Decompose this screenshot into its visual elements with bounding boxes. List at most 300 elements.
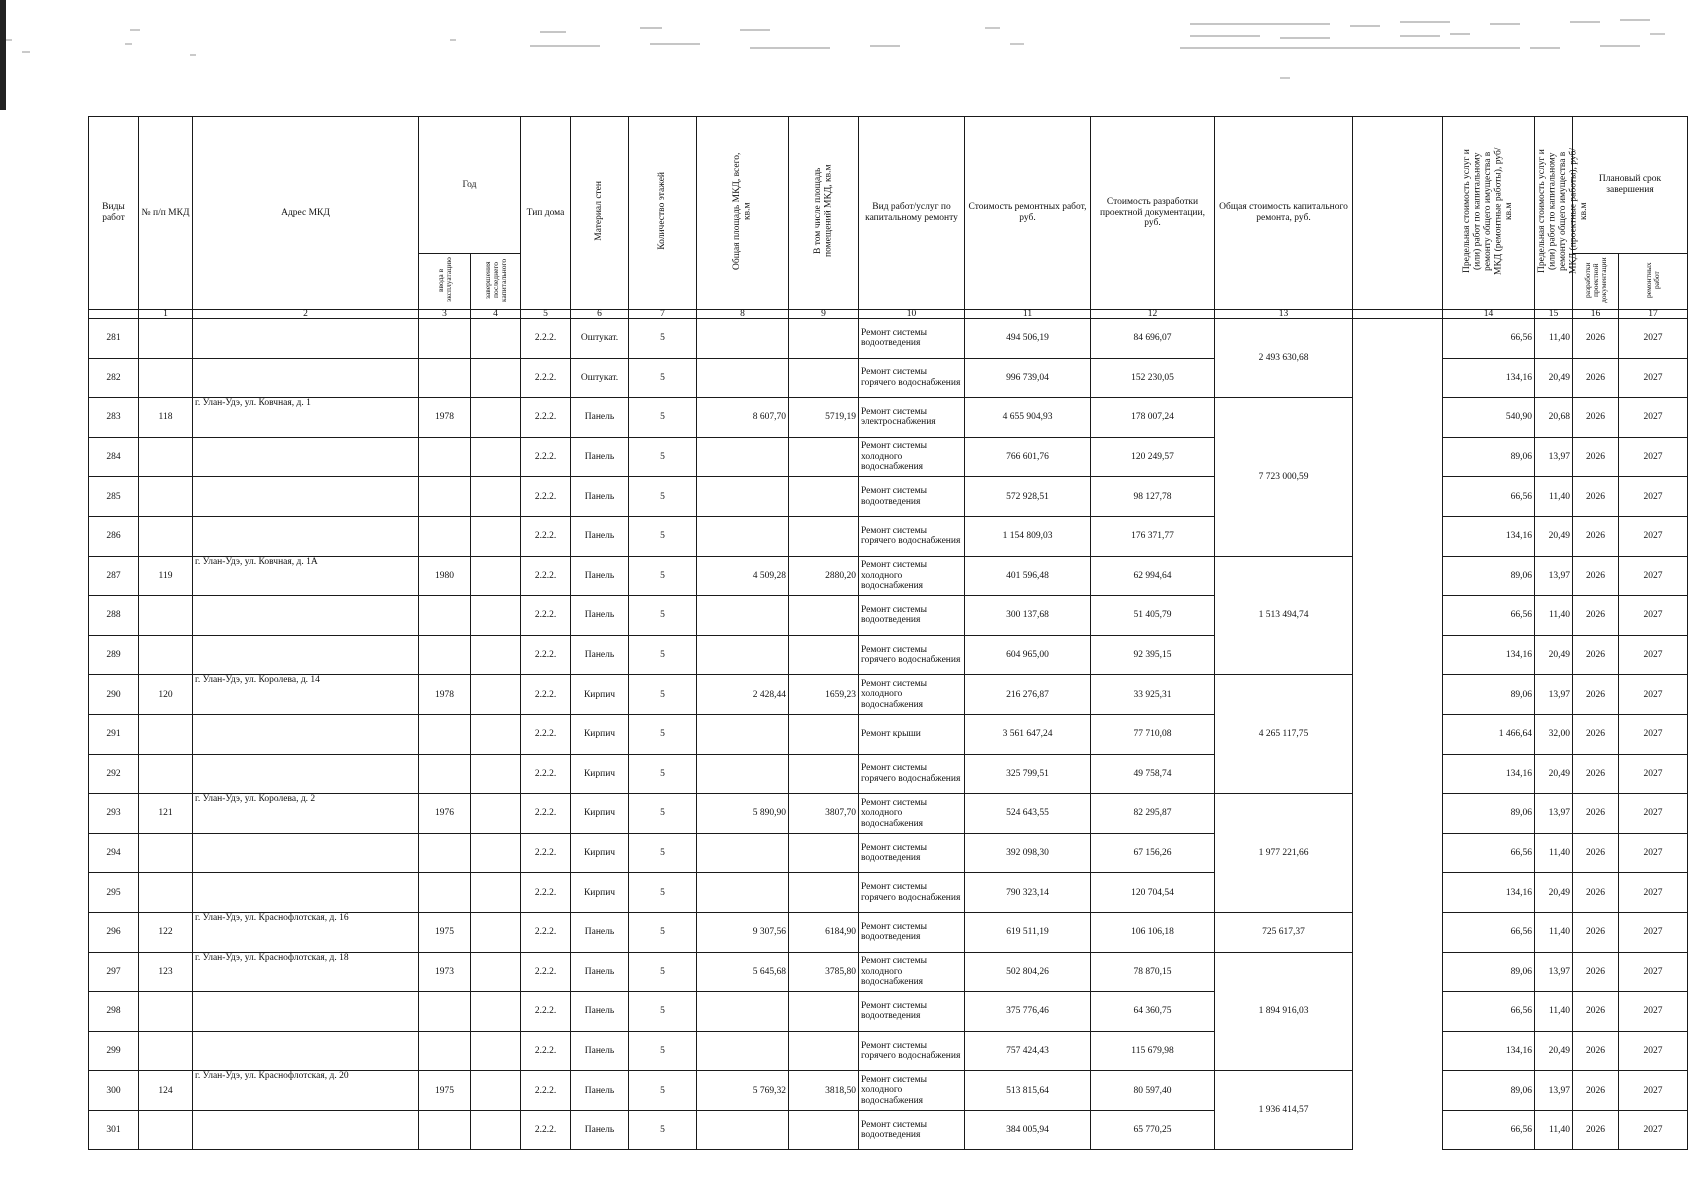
- house-type-cell: 2.2.2.: [521, 635, 571, 675]
- col-header-mkd-number: № п/п МКД: [139, 117, 193, 310]
- table-row: [89, 1110, 1688, 1150]
- mkd-number-cell: 118: [139, 398, 193, 438]
- date-project-cell: 2026: [1573, 833, 1619, 873]
- row-number-cell: 288: [89, 596, 139, 636]
- date-project-cell: 2026: [1573, 1031, 1619, 1071]
- date-repair-cell: 2027: [1619, 833, 1688, 873]
- address-cell: [193, 635, 419, 675]
- premises-area-cell: [789, 596, 859, 636]
- date-repair-cell: 2027: [1619, 912, 1688, 952]
- column-number-cell: 7: [629, 310, 697, 319]
- limit-project-cell: 20,49: [1535, 1031, 1573, 1071]
- limit-project-cell: 13,97: [1535, 794, 1573, 834]
- house-type-cell: 2.2.2.: [521, 714, 571, 754]
- col-header-floors: Количество этажей: [629, 117, 697, 310]
- year-commissioning-cell: 1975: [419, 1071, 471, 1111]
- year-last-repair-cell: [471, 754, 521, 794]
- mkd-number-cell: [139, 635, 193, 675]
- address-cell: [193, 477, 419, 517]
- house-type-cell: 2.2.2.: [521, 675, 571, 715]
- mkd-number-cell: 120: [139, 675, 193, 715]
- column-number-cell: 3: [419, 310, 471, 319]
- col-header-address: Адрес МКД: [193, 117, 419, 310]
- project-cost-cell: 106 106,18: [1091, 912, 1215, 952]
- col-header-year-commissioning: ввода в эксплуатацию: [419, 254, 471, 310]
- year-commissioning-cell: [419, 714, 471, 754]
- repair-cost-cell: 325 799,51: [965, 754, 1091, 794]
- date-project-cell: 2026: [1573, 319, 1619, 359]
- mkd-number-cell: [139, 516, 193, 556]
- mkd-number-cell: 123: [139, 952, 193, 992]
- wall-material-cell: Панель: [571, 437, 629, 477]
- total-area-cell: [697, 516, 789, 556]
- column-number-cell: 5: [521, 310, 571, 319]
- column-number-row: [89, 310, 1688, 319]
- column-number-cell: 16: [1573, 310, 1619, 319]
- premises-area-cell: 6184,90: [789, 912, 859, 952]
- work-kind-cell: Ремонт системы горячего водоснабжения: [859, 873, 965, 913]
- row-number-cell: 297: [89, 952, 139, 992]
- work-kind-cell: Ремонт системы водоотведения: [859, 596, 965, 636]
- total-area-cell: [697, 635, 789, 675]
- year-last-repair-cell: [471, 873, 521, 913]
- address-cell: [193, 1031, 419, 1071]
- table-row: [89, 556, 1688, 596]
- work-kind-cell: Ремонт системы холодного водоснабжения: [859, 437, 965, 477]
- total-area-cell: [697, 437, 789, 477]
- column-number-cell: 8: [697, 310, 789, 319]
- floors-cell: 5: [629, 319, 697, 359]
- repair-cost-cell: 392 098,30: [965, 833, 1091, 873]
- floors-cell: 5: [629, 992, 697, 1032]
- project-cost-cell: 115 679,98: [1091, 1031, 1215, 1071]
- date-project-cell: 2026: [1573, 912, 1619, 952]
- date-project-cell: 2026: [1573, 358, 1619, 398]
- year-commissioning-cell: [419, 477, 471, 517]
- limit-repair-cell: 89,06: [1443, 952, 1535, 992]
- house-type-cell: 2.2.2.: [521, 437, 571, 477]
- date-repair-cell: 2027: [1619, 477, 1688, 517]
- wall-material-cell: Панель: [571, 992, 629, 1032]
- wall-material-cell: Панель: [571, 635, 629, 675]
- total-cost-cell: 4 265 117,75: [1215, 675, 1353, 794]
- wall-material-cell: Оштукат.: [571, 319, 629, 359]
- col-header-total-cost: Общая стоимость капитального ремонта, руб.: [1215, 117, 1353, 310]
- project-cost-cell: 176 371,77: [1091, 516, 1215, 556]
- house-type-cell: 2.2.2.: [521, 1031, 571, 1071]
- date-project-cell: 2026: [1573, 477, 1619, 517]
- column-number-cell: [89, 310, 139, 319]
- total-area-cell: 4 509,28: [697, 556, 789, 596]
- date-repair-cell: 2027: [1619, 319, 1688, 359]
- column-number-cell: 2: [193, 310, 419, 319]
- date-project-cell: 2026: [1573, 635, 1619, 675]
- limit-repair-cell: 66,56: [1443, 596, 1535, 636]
- total-cost-cell: 7 723 000,59: [1215, 398, 1353, 556]
- work-kind-cell: Ремонт системы электроснабжения: [859, 398, 965, 438]
- limit-project-cell: 20,49: [1535, 873, 1573, 913]
- floors-cell: 5: [629, 358, 697, 398]
- premises-area-cell: [789, 635, 859, 675]
- project-cost-cell: 51 405,79: [1091, 596, 1215, 636]
- work-kind-cell: Ремонт системы горячего водоснабжения: [859, 635, 965, 675]
- row-number-cell: 284: [89, 437, 139, 477]
- work-kind-cell: Ремонт системы водоотведения: [859, 833, 965, 873]
- mkd-number-cell: [139, 992, 193, 1032]
- mkd-number-cell: [139, 319, 193, 359]
- premises-area-cell: [789, 319, 859, 359]
- address-cell: [193, 992, 419, 1032]
- table-row: [89, 912, 1688, 952]
- total-cost-cell: 2 493 630,68: [1215, 319, 1353, 398]
- wall-material-cell: Панель: [571, 912, 629, 952]
- repair-cost-cell: 384 005,94: [965, 1110, 1091, 1150]
- address-cell: [193, 358, 419, 398]
- limit-project-cell: 11,40: [1535, 912, 1573, 952]
- date-project-cell: 2026: [1573, 873, 1619, 913]
- mkd-number-cell: [139, 358, 193, 398]
- repair-cost-cell: 3 561 647,24: [965, 714, 1091, 754]
- year-commissioning-cell: [419, 992, 471, 1032]
- limit-repair-cell: 134,16: [1443, 873, 1535, 913]
- mkd-number-cell: [139, 596, 193, 636]
- year-commissioning-cell: [419, 437, 471, 477]
- date-project-cell: 2026: [1573, 556, 1619, 596]
- mkd-number-cell: 121: [139, 794, 193, 834]
- premises-area-cell: 3818,50: [789, 1071, 859, 1111]
- date-repair-cell: 2027: [1619, 1071, 1688, 1111]
- column-number-cell: 4: [471, 310, 521, 319]
- wall-material-cell: Кирпич: [571, 754, 629, 794]
- floors-cell: 5: [629, 714, 697, 754]
- date-repair-cell: 2027: [1619, 873, 1688, 913]
- address-cell: г. Улан-Удэ, ул. Ковчная, д. 1А: [193, 556, 419, 596]
- repair-cost-cell: 572 928,51: [965, 477, 1091, 517]
- year-commissioning-cell: [419, 516, 471, 556]
- limit-project-cell: 13,97: [1535, 437, 1573, 477]
- wall-material-cell: Панель: [571, 952, 629, 992]
- date-project-cell: 2026: [1573, 952, 1619, 992]
- total-cost-cell: 1 936 414,57: [1215, 1071, 1353, 1150]
- premises-area-cell: [789, 437, 859, 477]
- mkd-number-cell: [139, 477, 193, 517]
- limit-repair-cell: 134,16: [1443, 1031, 1535, 1071]
- date-project-cell: 2026: [1573, 714, 1619, 754]
- year-commissioning-cell: [419, 635, 471, 675]
- year-last-repair-cell: [471, 516, 521, 556]
- column-number-cell: 11: [965, 310, 1091, 319]
- date-repair-cell: 2027: [1619, 714, 1688, 754]
- house-type-cell: 2.2.2.: [521, 833, 571, 873]
- limit-repair-cell: 66,56: [1443, 319, 1535, 359]
- project-cost-cell: 120 704,54: [1091, 873, 1215, 913]
- limit-repair-cell: 89,06: [1443, 675, 1535, 715]
- table-row: [89, 1031, 1688, 1071]
- date-repair-cell: 2027: [1619, 794, 1688, 834]
- address-cell: [193, 596, 419, 636]
- date-repair-cell: 2027: [1619, 556, 1688, 596]
- house-type-cell: 2.2.2.: [521, 1110, 571, 1150]
- row-number-cell: 293: [89, 794, 139, 834]
- address-cell: [193, 833, 419, 873]
- repair-cost-cell: 790 323,14: [965, 873, 1091, 913]
- row-number-cell: 298: [89, 992, 139, 1032]
- premises-area-cell: [789, 358, 859, 398]
- limit-repair-cell: 134,16: [1443, 635, 1535, 675]
- floors-cell: 5: [629, 873, 697, 913]
- house-type-cell: 2.2.2.: [521, 912, 571, 952]
- column-number-cell: 1: [139, 310, 193, 319]
- col-header-house-type: Тип дома: [521, 117, 571, 310]
- repair-cost-cell: 619 511,19: [965, 912, 1091, 952]
- wall-material-cell: Панель: [571, 1031, 629, 1071]
- year-last-repair-cell: [471, 714, 521, 754]
- date-repair-cell: 2027: [1619, 1031, 1688, 1071]
- address-cell: г. Улан-Удэ, ул. Ковчная, д. 1: [193, 398, 419, 438]
- date-project-cell: 2026: [1573, 754, 1619, 794]
- col-header-limit-repair: Предельная стоимость услуг и (или) работ по капитальному ремонту общего имущества в МКД (ремонтные работы), руб/кв.м: [1443, 117, 1535, 310]
- floors-cell: 5: [629, 1031, 697, 1071]
- year-last-repair-cell: [471, 358, 521, 398]
- table-row: [89, 794, 1688, 834]
- limit-project-cell: 13,97: [1535, 952, 1573, 992]
- floors-cell: 5: [629, 952, 697, 992]
- date-project-cell: 2026: [1573, 1110, 1619, 1150]
- column-number-cell: 14: [1443, 310, 1535, 319]
- work-kind-cell: Ремонт системы холодного водоснабжения: [859, 794, 965, 834]
- limit-project-cell: 11,40: [1535, 596, 1573, 636]
- wall-material-cell: Панель: [571, 398, 629, 438]
- repair-cost-cell: 502 804,26: [965, 952, 1091, 992]
- wall-material-cell: Панель: [571, 1071, 629, 1111]
- total-area-cell: 2 428,44: [697, 675, 789, 715]
- house-type-cell: 2.2.2.: [521, 516, 571, 556]
- date-project-cell: 2026: [1573, 516, 1619, 556]
- column-number-cell: 12: [1091, 310, 1215, 319]
- floors-cell: 5: [629, 1110, 697, 1150]
- address-cell: [193, 1110, 419, 1150]
- floors-cell: 5: [629, 556, 697, 596]
- mkd-number-cell: [139, 714, 193, 754]
- work-kind-cell: Ремонт системы холодного водоснабжения: [859, 675, 965, 715]
- date-repair-cell: 2027: [1619, 754, 1688, 794]
- table-row: [89, 635, 1688, 675]
- work-kind-cell: Ремонт системы горячего водоснабжения: [859, 1031, 965, 1071]
- address-cell: г. Улан-Удэ, ул. Королева, д. 14: [193, 675, 419, 715]
- limit-project-cell: 20,49: [1535, 516, 1573, 556]
- year-last-repair-cell: [471, 319, 521, 359]
- year-last-repair-cell: [471, 437, 521, 477]
- house-type-cell: 2.2.2.: [521, 398, 571, 438]
- floors-cell: 5: [629, 1071, 697, 1111]
- table-row: [89, 319, 1688, 359]
- repair-cost-cell: 757 424,43: [965, 1031, 1091, 1071]
- mkd-number-cell: 124: [139, 1071, 193, 1111]
- date-repair-cell: 2027: [1619, 952, 1688, 992]
- wall-material-cell: Панель: [571, 556, 629, 596]
- premises-area-cell: [789, 516, 859, 556]
- year-commissioning-cell: [419, 596, 471, 636]
- limit-repair-cell: 134,16: [1443, 754, 1535, 794]
- floors-cell: 5: [629, 675, 697, 715]
- premises-area-cell: [789, 754, 859, 794]
- house-type-cell: 2.2.2.: [521, 319, 571, 359]
- col-header-total-area: Общая площадь МКД, всего, кв.м: [697, 117, 789, 310]
- limit-repair-cell: 66,56: [1443, 912, 1535, 952]
- year-last-repair-cell: [471, 912, 521, 952]
- row-number-cell: 296: [89, 912, 139, 952]
- year-commissioning-cell: 1973: [419, 952, 471, 992]
- address-cell: г. Улан-Удэ, ул. Краснофлотская, д. 16: [193, 912, 419, 952]
- col-header-work-kind: Вид работ/услуг по капитальному ремонту: [859, 117, 965, 310]
- date-repair-cell: 2027: [1619, 596, 1688, 636]
- total-area-cell: [697, 714, 789, 754]
- year-commissioning-cell: 1975: [419, 912, 471, 952]
- floors-cell: 5: [629, 912, 697, 952]
- limit-project-cell: 11,40: [1535, 833, 1573, 873]
- repair-cost-cell: 604 965,00: [965, 635, 1091, 675]
- row-number-cell: 282: [89, 358, 139, 398]
- wall-material-cell: Кирпич: [571, 675, 629, 715]
- column-number-cell: 17: [1619, 310, 1688, 319]
- row-number-cell: 285: [89, 477, 139, 517]
- table-row: [89, 675, 1688, 715]
- year-last-repair-cell: [471, 794, 521, 834]
- limit-repair-cell: 134,16: [1443, 358, 1535, 398]
- address-cell: [193, 873, 419, 913]
- column-number-cell: 15: [1535, 310, 1573, 319]
- repair-cost-cell: 401 596,48: [965, 556, 1091, 596]
- date-repair-cell: 2027: [1619, 1110, 1688, 1150]
- house-type-cell: 2.2.2.: [521, 952, 571, 992]
- table-row: [89, 714, 1688, 754]
- address-cell: [193, 714, 419, 754]
- address-cell: [193, 319, 419, 359]
- total-area-cell: [697, 1031, 789, 1071]
- house-type-cell: 2.2.2.: [521, 596, 571, 636]
- address-cell: г. Улан-Удэ, ул. Краснофлотская, д. 20: [193, 1071, 419, 1111]
- year-last-repair-cell: [471, 1031, 521, 1071]
- column-number-cell: 9: [789, 310, 859, 319]
- mkd-number-cell: [139, 437, 193, 477]
- mkd-number-cell: [139, 833, 193, 873]
- limit-repair-cell: 89,06: [1443, 437, 1535, 477]
- total-area-cell: [697, 992, 789, 1032]
- project-cost-cell: 98 127,78: [1091, 477, 1215, 517]
- year-commissioning-cell: 1976: [419, 794, 471, 834]
- col-header-limit-project: Предельная стоимость услуг и (или) работ по капитальному ремонту общего имущества в МКД (проектные работы), руб/кв.м: [1535, 117, 1573, 310]
- year-last-repair-cell: [471, 833, 521, 873]
- col-header-date-repair: ремонтных работ: [1619, 254, 1688, 310]
- project-cost-cell: 62 994,64: [1091, 556, 1215, 596]
- premises-area-cell: [789, 714, 859, 754]
- date-repair-cell: 2027: [1619, 992, 1688, 1032]
- total-area-cell: 8 607,70: [697, 398, 789, 438]
- limit-repair-cell: 66,56: [1443, 992, 1535, 1032]
- row-number-cell: 294: [89, 833, 139, 873]
- total-cost-cell: 1 894 916,03: [1215, 952, 1353, 1071]
- premises-area-cell: [789, 1110, 859, 1150]
- row-number-cell: 286: [89, 516, 139, 556]
- col-header-planned-completion: Плановый срок завершения: [1573, 117, 1688, 254]
- table-row: [89, 992, 1688, 1032]
- date-repair-cell: 2027: [1619, 635, 1688, 675]
- work-kind-cell: Ремонт системы водоотведения: [859, 992, 965, 1032]
- row-number-cell: 290: [89, 675, 139, 715]
- project-cost-cell: 84 696,07: [1091, 319, 1215, 359]
- row-number-cell: 291: [89, 714, 139, 754]
- mkd-number-cell: [139, 754, 193, 794]
- house-type-cell: 2.2.2.: [521, 754, 571, 794]
- premises-area-cell: 2880,20: [789, 556, 859, 596]
- date-project-cell: 2026: [1573, 398, 1619, 438]
- wall-material-cell: Панель: [571, 596, 629, 636]
- limit-repair-cell: 66,56: [1443, 477, 1535, 517]
- limit-project-cell: 13,97: [1535, 1071, 1573, 1111]
- project-cost-cell: 80 597,40: [1091, 1071, 1215, 1111]
- limit-project-cell: 20,49: [1535, 358, 1573, 398]
- year-commissioning-cell: [419, 754, 471, 794]
- premises-area-cell: 5719,19: [789, 398, 859, 438]
- work-kind-cell: Ремонт системы водоотведения: [859, 319, 965, 359]
- date-repair-cell: 2027: [1619, 358, 1688, 398]
- premises-area-cell: 3785,80: [789, 952, 859, 992]
- col-header-year-last-repair: завершения последнего капитального: [471, 254, 521, 310]
- work-kind-cell: Ремонт системы холодного водоснабжения: [859, 1071, 965, 1111]
- limit-project-cell: 32,00: [1535, 714, 1573, 754]
- premises-area-cell: [789, 833, 859, 873]
- table-body: [89, 319, 1688, 1150]
- limit-repair-cell: 134,16: [1443, 516, 1535, 556]
- house-type-cell: 2.2.2.: [521, 873, 571, 913]
- address-cell: [193, 754, 419, 794]
- table-row: [89, 398, 1688, 438]
- mkd-number-cell: 119: [139, 556, 193, 596]
- limit-repair-cell: 540,90: [1443, 398, 1535, 438]
- total-area-cell: [697, 358, 789, 398]
- year-commissioning-cell: [419, 1110, 471, 1150]
- wall-material-cell: Панель: [571, 477, 629, 517]
- project-cost-cell: 64 360,75: [1091, 992, 1215, 1032]
- scan-artifacts: [0, 0, 1698, 110]
- total-area-cell: [697, 477, 789, 517]
- col-header-project-cost: Стоимость разработки проектной документации, руб.: [1091, 117, 1215, 310]
- table-row: [89, 437, 1688, 477]
- floors-cell: 5: [629, 833, 697, 873]
- address-cell: г. Улан-Удэ, ул. Краснофлотская, д. 18: [193, 952, 419, 992]
- column-number-cell: 10: [859, 310, 965, 319]
- address-cell: [193, 516, 419, 556]
- wall-material-cell: Панель: [571, 516, 629, 556]
- project-cost-cell: 78 870,15: [1091, 952, 1215, 992]
- table-row: [89, 1071, 1688, 1111]
- wall-material-cell: Кирпич: [571, 794, 629, 834]
- col-header-wall-material: Материал стен: [571, 117, 629, 310]
- table-row: [89, 833, 1688, 873]
- date-repair-cell: 2027: [1619, 437, 1688, 477]
- house-type-cell: 2.2.2.: [521, 794, 571, 834]
- total-area-cell: [697, 596, 789, 636]
- work-kind-cell: Ремонт системы холодного водоснабжения: [859, 556, 965, 596]
- total-area-cell: 9 307,56: [697, 912, 789, 952]
- year-last-repair-cell: [471, 1071, 521, 1111]
- limit-project-cell: 11,40: [1535, 1110, 1573, 1150]
- floors-cell: 5: [629, 477, 697, 517]
- col-header-year: Год: [419, 117, 521, 254]
- date-project-cell: 2026: [1573, 794, 1619, 834]
- year-commissioning-cell: 1980: [419, 556, 471, 596]
- wall-material-cell: Кирпич: [571, 833, 629, 873]
